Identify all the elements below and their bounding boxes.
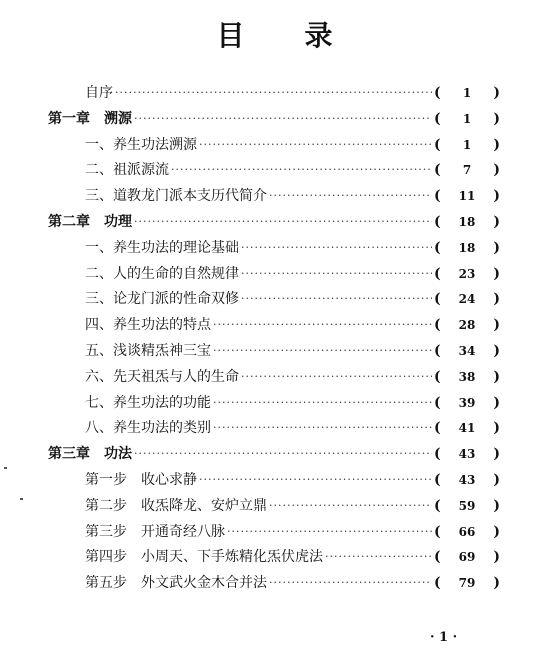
toc-entry-row[interactable] — [85, 312, 500, 338]
toc-page-ref: ( 18 ) — [434, 209, 500, 235]
scan-speck — [4, 467, 7, 469]
toc-entry-label: 第五步 外文武火金木合并法 — [85, 575, 267, 592]
toc-page-ref: ( 59 ) — [434, 493, 500, 519]
toc-entry-row[interactable] — [85, 157, 500, 183]
toc-page-ref: ( 34 ) — [434, 338, 500, 364]
toc-entry-row[interactable] — [85, 415, 500, 441]
toc-page-ref: ( 39 ) — [434, 390, 500, 416]
toc-page-number: 43 — [458, 473, 476, 487]
toc-page-ref: ( 43 ) — [434, 467, 500, 493]
toc-page-number: 38 — [458, 369, 476, 384]
toc-entry-label: 第四步 小周天、下手炼精化炁伏虎法 — [85, 549, 323, 566]
dot-leader — [213, 415, 432, 441]
dot-leader — [213, 338, 432, 364]
toc-page-ref: ( 1 ) — [434, 132, 500, 158]
toc-page-ref: ( 43 ) — [434, 441, 500, 467]
toc-entry-row[interactable] — [85, 183, 500, 209]
toc-entry-label: 第一步 收心求静 — [85, 472, 197, 488]
toc-entry-label: 三、道教龙门派本支历代简介 — [85, 188, 267, 205]
toc-entry-label: 五、浅谈精炁神三宝 — [85, 343, 211, 359]
toc-page-ref: ( 28 ) — [434, 312, 500, 338]
toc-page-ref: ( 69 ) — [434, 544, 500, 570]
toc-entry-label: 第三步 开通奇经八脉 — [85, 523, 225, 540]
toc-page-number: 1 — [462, 137, 472, 152]
toc-entry-row[interactable] — [85, 493, 500, 519]
toc-entry-row[interactable] — [85, 544, 500, 570]
toc-page-number: 59 — [458, 498, 476, 513]
dot-leader — [199, 467, 432, 493]
toc-entry-label: 四、养生功法的特点 — [85, 317, 211, 334]
toc-entry-row[interactable] — [85, 261, 500, 287]
dot-leader — [269, 493, 432, 519]
toc-page-ref: ( 1 ) — [434, 106, 500, 132]
toc-chapter-row[interactable] — [48, 209, 500, 235]
title-char-2: 录 — [304, 19, 333, 52]
dot-leader — [134, 441, 432, 467]
dot-leader — [241, 364, 432, 390]
toc-page-ref: ( 7 ) — [434, 157, 500, 183]
toc-page-ref: ( 1 ) — [434, 80, 500, 106]
toc-page-ref: ( 66 ) — [434, 519, 500, 545]
toc-entry-label: 第二章 功理 — [48, 214, 132, 230]
dot-leader — [134, 209, 432, 235]
toc-entry-row[interactable] — [85, 390, 500, 416]
toc-page-number: 1 — [462, 111, 472, 126]
toc-entry-label: 自序 — [85, 85, 113, 101]
toc-page-number: 18 — [458, 240, 476, 255]
toc-entry-row[interactable] — [85, 467, 500, 493]
toc-entry-row[interactable] — [85, 519, 500, 545]
toc-page-number: 28 — [458, 318, 476, 333]
dot-leader — [134, 106, 432, 132]
toc-page-number: 11 — [458, 189, 476, 204]
toc-entry-label: 二、祖派源流 — [85, 162, 169, 179]
toc-page-number: 23 — [458, 266, 476, 281]
toc-title — [0, 14, 549, 54]
title-char-1: 目 — [216, 19, 245, 52]
toc-entry-label: 三、论龙门派的性命双修 — [85, 291, 239, 308]
toc-page-number: 34 — [458, 344, 476, 358]
toc-page-number: 66 — [458, 524, 476, 539]
toc-entry-row[interactable] — [85, 364, 500, 390]
toc-entry-label: 八、养生功法的类别 — [85, 420, 211, 437]
toc-page-ref: ( 38 ) — [434, 364, 500, 390]
dot-leader — [227, 519, 432, 545]
toc-page-number: 41 — [458, 421, 476, 436]
toc-page-number: 79 — [458, 576, 476, 591]
dot-leader — [115, 80, 432, 106]
dot-leader — [213, 312, 432, 338]
toc-entry-label: 第一章 溯源 — [48, 110, 132, 127]
toc-chapter-row[interactable] — [48, 441, 500, 467]
dot-leader — [171, 157, 432, 183]
toc-page-number: 18 — [458, 215, 476, 229]
dot-leader — [199, 132, 432, 158]
toc-entry-row[interactable] — [85, 132, 500, 158]
dot-leader — [213, 390, 432, 416]
toc-page-ref: ( 23 ) — [434, 261, 500, 287]
toc-page-number: 7 — [462, 163, 472, 178]
toc-page-ref: ( 79 ) — [434, 570, 500, 596]
dot-leader — [241, 286, 432, 312]
toc-page-number: 24 — [458, 292, 476, 307]
toc-entry-label: 二、人的生命的自然规律 — [85, 265, 239, 282]
dot-leader — [269, 570, 432, 596]
toc-entry-row[interactable] — [85, 235, 500, 261]
toc-page-ref: ( 41 ) — [434, 415, 500, 441]
toc-page-ref: ( 24 ) — [434, 286, 500, 312]
toc-page-number: 43 — [458, 447, 476, 462]
toc-entry-label: 一、养生功法的理论基础 — [85, 239, 239, 256]
toc-entry-row[interactable] — [85, 338, 500, 364]
toc-entry-row[interactable] — [85, 80, 500, 106]
toc-entry-label: 七、养生功法的功能 — [85, 394, 211, 411]
toc-entry-label: 一、养生功法溯源 — [85, 136, 197, 153]
toc-page-number: 1 — [462, 86, 472, 100]
toc-chapter-row[interactable] — [48, 106, 500, 132]
page-number-marker: · 1 · — [430, 630, 458, 645]
scan-speck — [20, 498, 23, 500]
toc-page-ref: ( 11 ) — [434, 183, 500, 209]
dot-leader — [241, 235, 432, 261]
toc-entry-row[interactable] — [85, 570, 500, 596]
toc-page-number: 39 — [458, 395, 476, 410]
toc-entry-label: 六、先天祖炁与人的生命 — [85, 368, 239, 385]
toc-page-number: 69 — [458, 550, 476, 565]
toc-page-ref: ( 18 ) — [434, 235, 500, 261]
dot-leader — [241, 261, 432, 287]
toc-entry-row[interactable] — [85, 286, 500, 312]
dot-leader — [269, 183, 432, 209]
toc-entry-label: 第三章 功法 — [48, 446, 132, 463]
toc-entry-label: 第二步 收炁降龙、安炉立鼎 — [85, 497, 267, 514]
dot-leader — [325, 544, 432, 570]
